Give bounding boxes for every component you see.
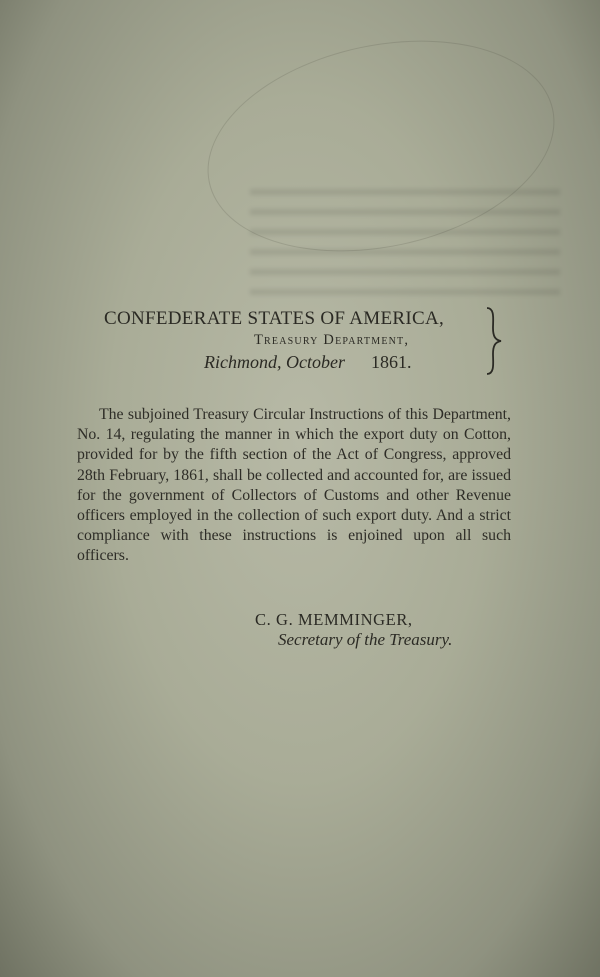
heading-place: Richmond, October [204,352,345,372]
bleed-through-text [250,175,560,295]
heading-year: 1861. [370,352,412,372]
heading-block [104,308,504,372]
signature-title: Secretary of the Treasury. [278,630,453,649]
signature-name: C. G. MEMMINGER, [255,610,413,629]
heading-place-date [204,352,411,373]
body-paragraph: The subjoined Treasury Circular Instructions of this Department, No. 14, regulating the manner in which the export duty on Cotton, provided for by the fifth section of the Act of Congress, approved 28th February, 1861, shall be collected and accounted for, are issued for the government of Collectors of Customs and other Revenue officers employed in the collection of such export duty. And a strict compliance with these instructions is enjoined upon all such officers. [77,406,511,565]
curly-brace-icon [483,306,503,376]
heading-department: Treasury Department, [254,332,410,348]
heading-title: CONFEDERATE STATES OF AMERICA, [104,308,445,329]
